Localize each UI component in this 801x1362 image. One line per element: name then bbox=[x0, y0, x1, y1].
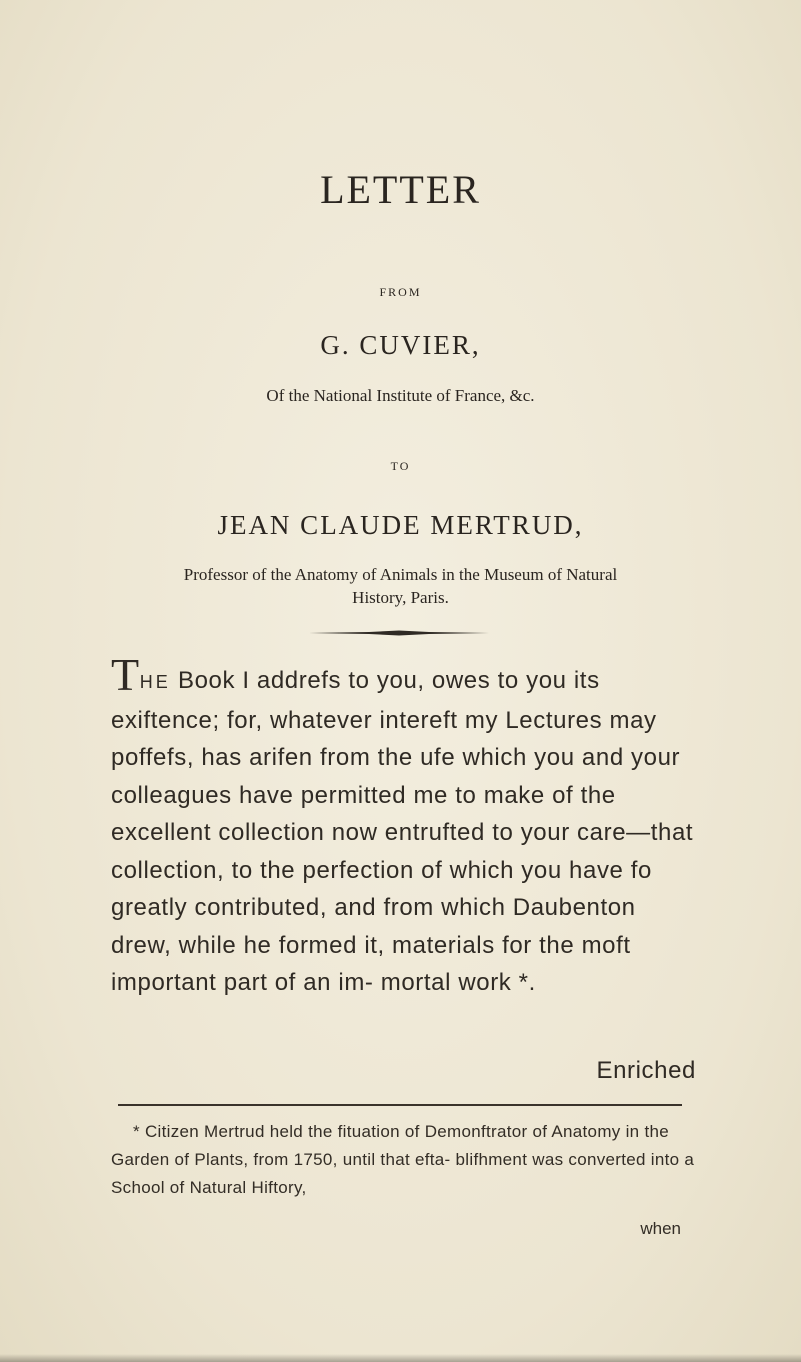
recipient-name: JEAN CLAUDE MERTRUD, bbox=[217, 510, 584, 540]
footnote-text: * Citizen Mertrud held the fituation of Demonftrator of Anatomy in the Garden of Plants, from 1750, until that efta- blifhment was converted into a School of Natural Hiftory, bbox=[111, 1122, 695, 1197]
page-bottom-edge bbox=[0, 1354, 801, 1362]
author-affiliation: Of the National Institute of France, &c. bbox=[266, 386, 535, 405]
recipient-affiliation-line-2: History, Paris. bbox=[352, 588, 449, 607]
drop-capital: T bbox=[111, 649, 140, 700]
letter-body bbox=[111, 649, 701, 1002]
footnote bbox=[111, 1118, 701, 1202]
body-paragraph: Book I addrefs to you, owes to you its exiftence; for, whatever intereft my Lectures may poffefs, has arifen from the ufe which you and your colleagues have permitted me to make of the excellent collection now entrufted to your care—that collection, to the perfection of which you have fo greatly contributed, and from which Daubenton drew, while he formed it, materials for the moft important part of an im- mortal work *. bbox=[111, 667, 694, 996]
recipient-affiliation-line-1: Professor of the Anatomy of Animals in the Museum of Natural bbox=[183, 565, 618, 584]
author-name: G. CUVIER, bbox=[320, 330, 481, 360]
footnote-divider bbox=[118, 1104, 682, 1106]
recipient-affiliation bbox=[0, 563, 801, 609]
catchword: Enriched bbox=[596, 1057, 696, 1084]
footnote-catchword: when bbox=[640, 1219, 681, 1238]
ornamental-rule bbox=[309, 630, 489, 636]
small-caps-text: HE bbox=[139, 672, 171, 692]
to-label: TO bbox=[390, 459, 411, 473]
page-title: LETTER bbox=[320, 167, 481, 212]
from-label: FROM bbox=[379, 285, 422, 299]
